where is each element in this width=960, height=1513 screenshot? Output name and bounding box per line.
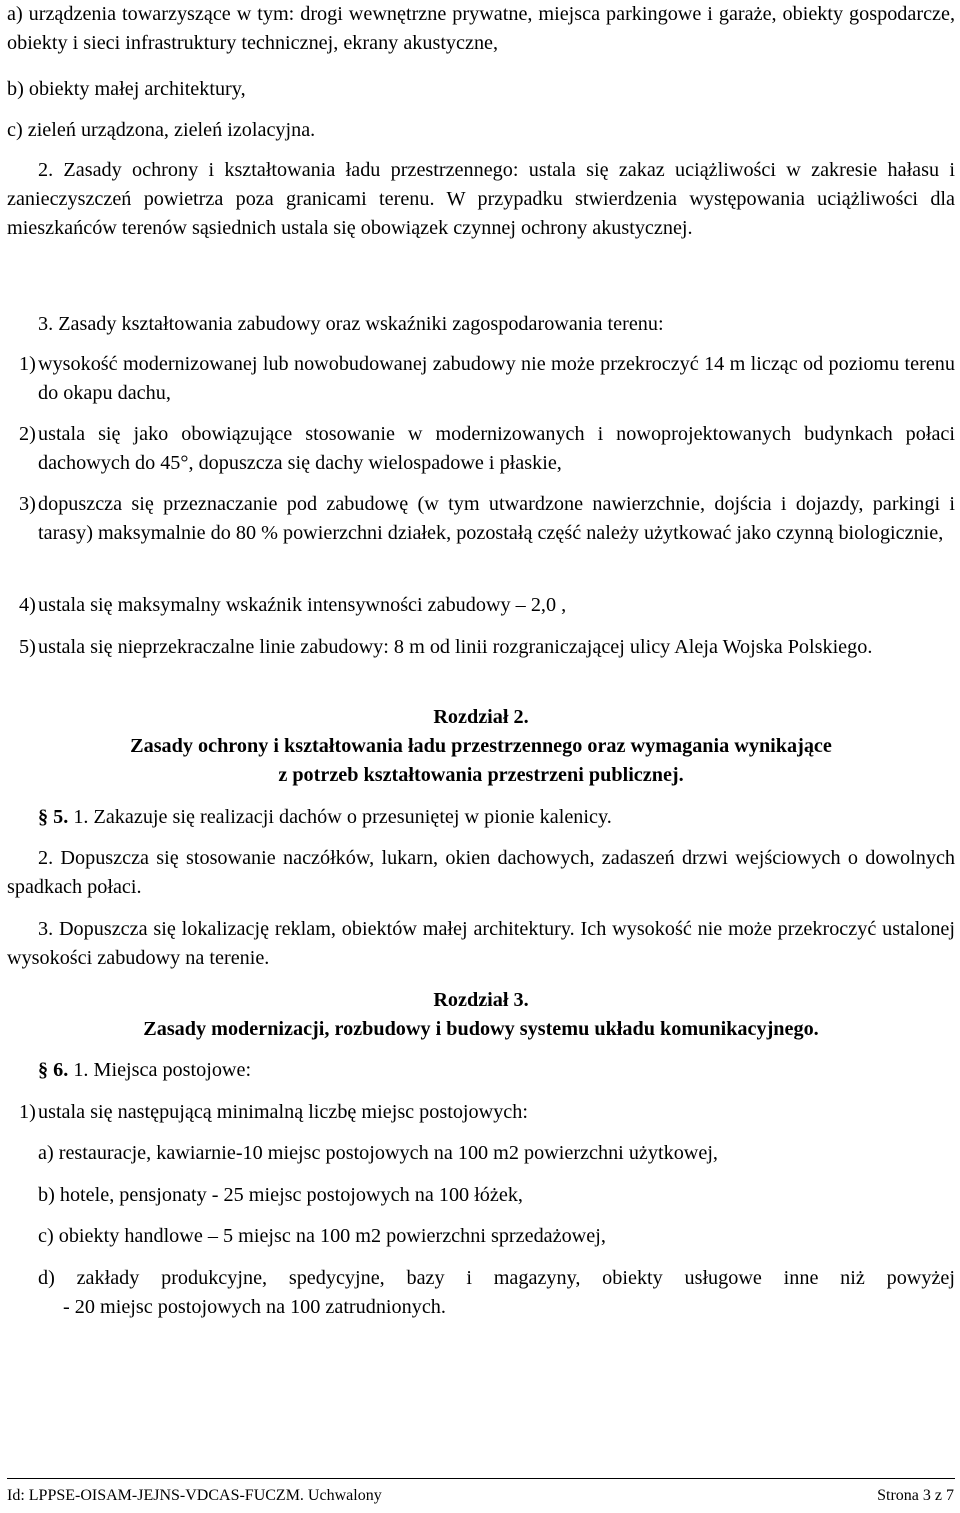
parking-item-d-line-2: - 20 miejsc postojowych na 100 zatrudnionych. (63, 1296, 446, 1318)
section-6-paragraph-1 (7, 1056, 955, 1085)
section-5-paragraph-3: 3. Dopuszcza się lokalizację reklam, obiektów małej architektury. Ich wysokość nie może przekroczyć ustalonej wysokości zabudowy na terenie. (7, 918, 955, 969)
footer-page-number: Strona 3 z 7 (877, 1487, 954, 1504)
paragraph-2: 2. Zasady ochrony i kształtowania ładu przestrzennego: ustala się zakaz uciążliwości w zakresie hałasu i zanieczyszczeń powietrza poza granicami terenu. W przypadku stwierdzenia występowania uciążliwości dla mieszkańców terenów sąsiednich ustala się obowiązek czynnej ochrony akustycznej. (7, 159, 955, 239)
list-item-text: ustala się jako obowiązujące stosowanie w modernizowanych i nowoprojektowanych budynkach połaci dachowych do 45°, dopuszcza się dachy wielospadowe i płaskie, (38, 423, 955, 474)
paragraph-3: 3. Zasady kształtowania zabudowy oraz wskaźniki zagospodarowania terenu: (38, 313, 664, 335)
list-item-text: ustala się nieprzekraczalne linie zabudowy: 8 m od linii rozgraniczającej ulicy Aleja Wojska Polskiego. (38, 636, 873, 658)
list-item-number: 1) (19, 353, 36, 375)
chapter-3-label: Rozdział 3. (433, 989, 529, 1011)
list-item-number: 2) (19, 423, 36, 445)
list-item-number: 1) (19, 1101, 36, 1123)
footer-document-id: Id: LPPSE-OISAM-JEJNS-VDCAS-FUCZM. Uchwalony (7, 1487, 382, 1504)
chapter-2-title-line-2: z potrzeb kształtowania przestrzeni publicznej. (278, 764, 684, 786)
section-5-p1-text: 1. Zakazuje się realizacji dachów o przesuniętej w pionie kalenicy. (73, 806, 612, 828)
list-item-number: 5) (19, 636, 36, 658)
section-5-paragraph-2: 2. Dopuszcza się stosowanie naczółków, lukarn, okien dachowych, zadaszeń drzwi wejściowych o dowolnych spadkach połaci. (7, 847, 955, 898)
item-b: b) obiekty małej architektury, (7, 78, 246, 100)
chapter-2-label: Rozdział 2. (433, 706, 529, 728)
parking-item-d-line-1: d) zakłady produkcyjne, spedycyjne, bazy i magazyny, obiekty usługowe inne niż powyżej (38, 1267, 955, 1289)
list-item-text: ustala się maksymalny wskaźnik intensywności zabudowy – 2,0 , (38, 594, 567, 616)
section-5-paragraph-1 (7, 803, 955, 832)
parking-item-a: a) restauracje, kawiarnie-10 miejsc postojowych na 100 m2 powierzchni użytkowej, (38, 1142, 718, 1164)
section-mark: § 5. (38, 806, 69, 828)
list-item-text: ustala się następującą minimalną liczbę miejsc postojowych: (38, 1101, 528, 1123)
item-c: c) zieleń urządzona, zieleń izolacyjna. (7, 119, 316, 141)
parking-item-c: c) obiekty handlowe – 5 miejsc na 100 m2 powierzchni sprzedażowej, (38, 1225, 606, 1247)
section-mark: § 6. (38, 1059, 69, 1081)
parking-item-b: b) hotele, pensjonaty - 25 miejsc postojowych na 100 łóżek, (38, 1184, 523, 1206)
chapter-3-title: Zasady modernizacji, rozbudowy i budowy systemu układu komunikacyjnego. (143, 1018, 819, 1040)
item-a: a) urządzenia towarzyszące w tym: drogi wewnętrzne prywatne, miejsca parkingowe i garaże, obiekty gospodarcze, obiekty i sieci infrastruktury technicznej, ekrany akustyczne, (7, 3, 955, 54)
list-item-text: dopuszcza się przeznaczanie pod zabudowę (w tym utwardzone nawierzchnie, dojścia i dojazdy, parkingi i tarasy) maksymalnie do 80 % powierzchni działek, pozostałą część należy użytkować jako czynną biologicznie, (38, 493, 955, 544)
list-item-number: 3) (19, 493, 36, 515)
list-item-text: wysokość modernizowanej lub nowobudowanej zabudowy nie może przekroczyć 14 m licząc od poziomu terenu do okapu dachu, (38, 353, 955, 404)
section-6-p1-text: 1. Miejsca postojowe: (73, 1059, 252, 1081)
footer-divider (7, 1478, 955, 1479)
chapter-2-title-line-1: Zasady ochrony i kształtowania ładu przestrzennego oraz wymagania wynikające (130, 735, 832, 757)
list-item-number: 4) (19, 594, 36, 616)
